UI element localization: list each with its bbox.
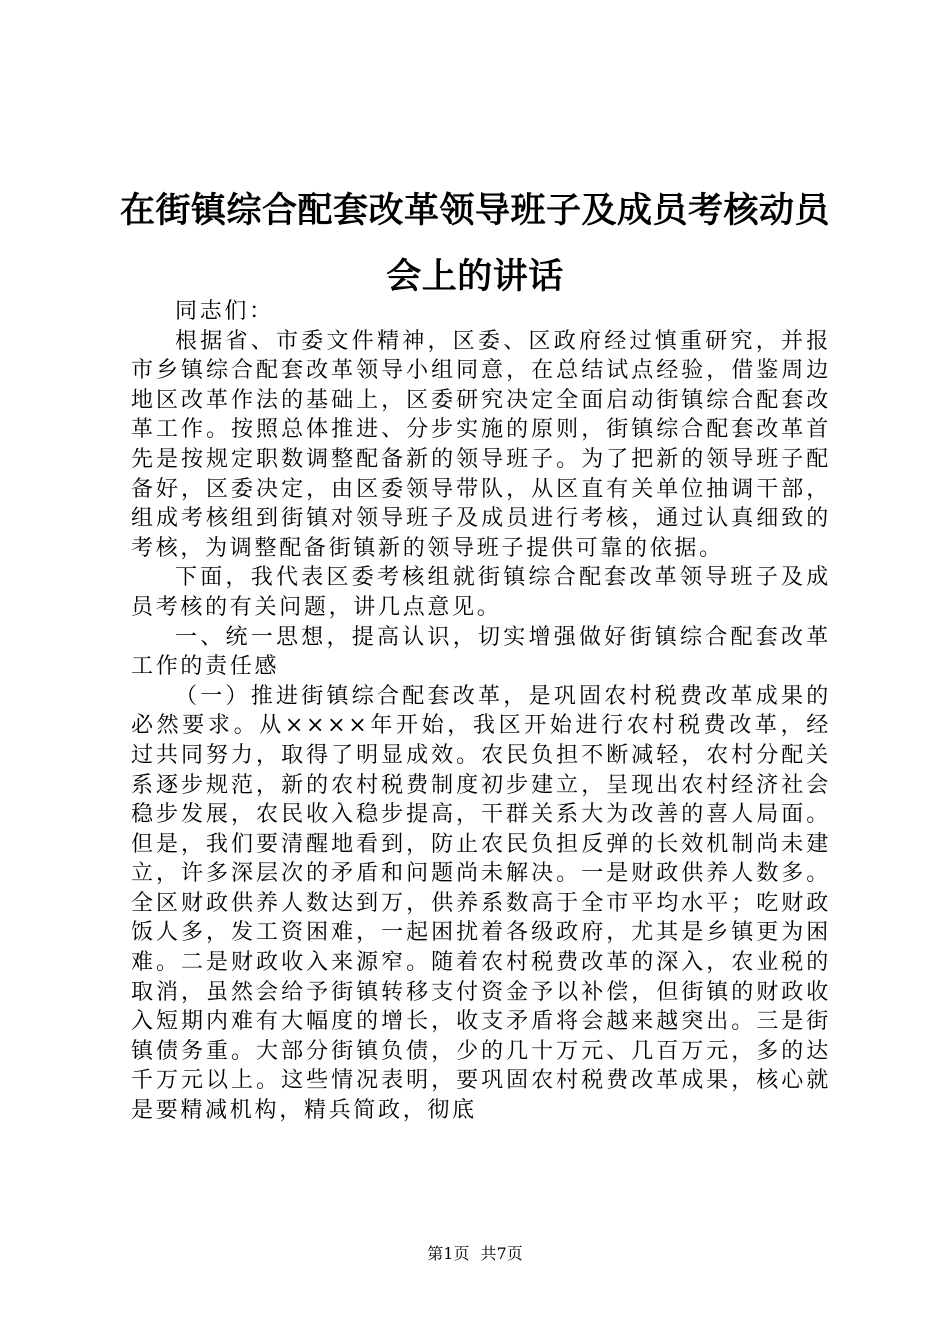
page-number: 第1页	[427, 1244, 470, 1263]
section-heading: 一、统一思想，提高认识，切实增强做好街镇综合配套改革工作的责任感	[131, 624, 831, 680]
page-total: 共7页	[480, 1244, 523, 1263]
body-paragraph: 下面，我代表区委考核组就街镇综合配套改革领导班子及成员考核的有关问题，讲几点意见。	[131, 565, 831, 620]
document-body	[131, 297, 831, 1126]
document-title: 在街镇综合配套改革领导班子及成员考核动员会上的讲话	[120, 190, 831, 297]
page-footer	[0, 1244, 950, 1264]
body-paragraph: 根据省、市委文件精神，区委、区政府经过慎重研究，并报市乡镇综合配套改革领导小组同意，在总结试点经验，借鉴周边地区改革作法的基础上，区委研究决定全面启动街镇综合配套改革工作。按照总体推进、分步实施的原则，街镇综合配套改革首先是按规定职数调整配备新的领导班子。为了把新的领导班子配备好，区委决定，由区委领导带队，从区直有关单位抽调干部，组成考核组到街镇对领导班子及成员进行考核，通过认真细致的考核，为调整配备街镇新的领导班子提供可靠的依据。	[131, 328, 831, 561]
salutation: 同志们：	[175, 299, 274, 324]
body-paragraph: （一）推进街镇综合配套改革，是巩固农村税费改革成果的必然要求。从××××年开始，我区开始进行农村税费改革，经过共同努力，取得了明显成效。农民负担不断减轻，农村分配关系逐步规范，新的农村税费制度初步建立，呈现出农村经济社会稳步发展，农民收入稳步提高，干群关系大为改善的喜人局面。但是，我们要清醒地看到，防止农民负担反弹的长效机制尚未建立，许多深层次的矛盾和问题尚未解决。一是财政供养人数多。全区财政供养人数达到万，供养系数高于全市平均水平；吃财政饭人多，发工资困难，一起困扰着各级政府，尤其是乡镇更为困难。二是财政收入来源窄。随着农村税费改革的深入，农业税的取消，虽然会给予街镇转移支付资金予以补偿，但街镇的财政收入短期内难有大幅度的增长，收支矛盾将会越来越突出。三是街镇债务重。大部分街镇负债，少的几十万元、几百万元，多的达千万元以上。这些情况表明，要巩固农村税费改革成果，核心就是要精减机构，精兵简政，彻底	[131, 683, 831, 1124]
